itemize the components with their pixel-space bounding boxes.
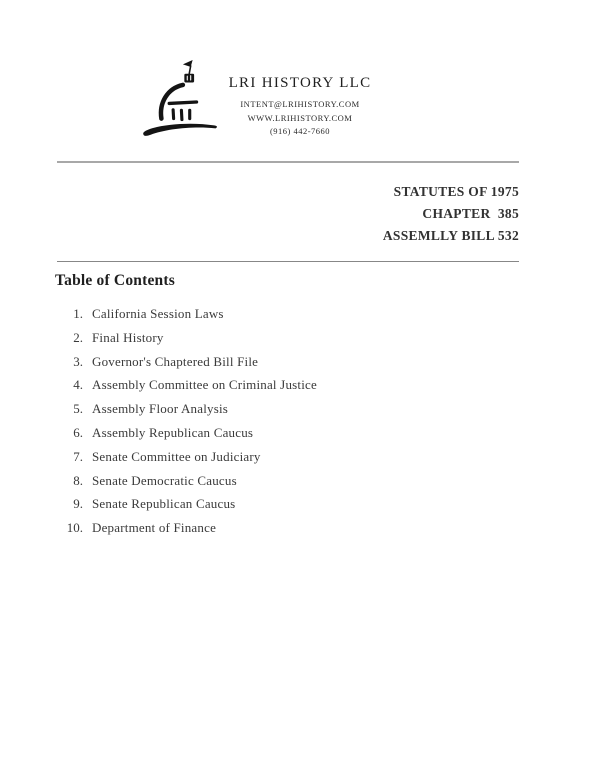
toc-item (52, 377, 317, 401)
company-website: WWW.LRIHISTORY.COM (247, 112, 353, 123)
capitol-dome-logo-icon (137, 58, 219, 146)
toc-item (52, 306, 317, 330)
assembly-bill-line: ASSEMLLY BILL 532 (382, 228, 519, 243)
horizontal-rule-bottom (57, 261, 519, 262)
toc-item-number: 7. (73, 448, 83, 464)
chapter-line: CHAPTER 385 (422, 206, 519, 221)
toc-title: Table of Contents (55, 272, 175, 289)
toc-item-label: Senate Committee on Judiciary (92, 448, 261, 464)
toc-item-label: Senate Democratic Caucus (92, 472, 237, 488)
toc-item-label: Assembly Floor Analysis (92, 401, 229, 417)
statutes-line: STATUTES OF 1975 (393, 184, 519, 199)
toc-item-label: Assembly Republican Caucus (92, 424, 254, 440)
toc-item-label: Final History (92, 329, 164, 345)
toc-item (52, 354, 317, 378)
bill-reference-block (383, 181, 519, 247)
company-block (215, 75, 385, 139)
toc-item (52, 496, 317, 520)
toc-list (52, 306, 317, 544)
toc-item (52, 330, 317, 354)
toc-item-label: California Session Laws (92, 306, 224, 321)
toc-item-label: Senate Republican Caucus (92, 496, 236, 512)
toc-item-number: 6. (73, 424, 83, 440)
toc-item-number: 3. (73, 353, 83, 369)
toc-item-number: 5. (73, 401, 83, 417)
toc-item (52, 425, 317, 449)
toc-item (52, 520, 317, 544)
toc-item-number: 4. (73, 377, 83, 393)
toc-item-number: 8. (73, 472, 83, 488)
company-email: INTENT@LRIHISTORY.COM (240, 99, 360, 109)
toc-item-number: 1. (73, 306, 83, 321)
toc-item (52, 449, 317, 473)
toc-item-number: 2. (73, 329, 83, 345)
toc-item (52, 473, 317, 497)
company-name: LRI HISTORY LLC (228, 75, 372, 91)
toc-item-number: 10. (66, 520, 83, 536)
toc-item-number: 9. (73, 496, 83, 512)
toc-item-label: Department of Finance (92, 520, 217, 536)
toc-item-label: Assembly Committee on Criminal Justice (92, 377, 317, 393)
toc-item-label: Governor's Chaptered Bill File (92, 353, 259, 369)
toc-item (52, 401, 317, 425)
company-phone: (916) 442-7660 (269, 126, 331, 136)
horizontal-rule-top (57, 161, 519, 163)
